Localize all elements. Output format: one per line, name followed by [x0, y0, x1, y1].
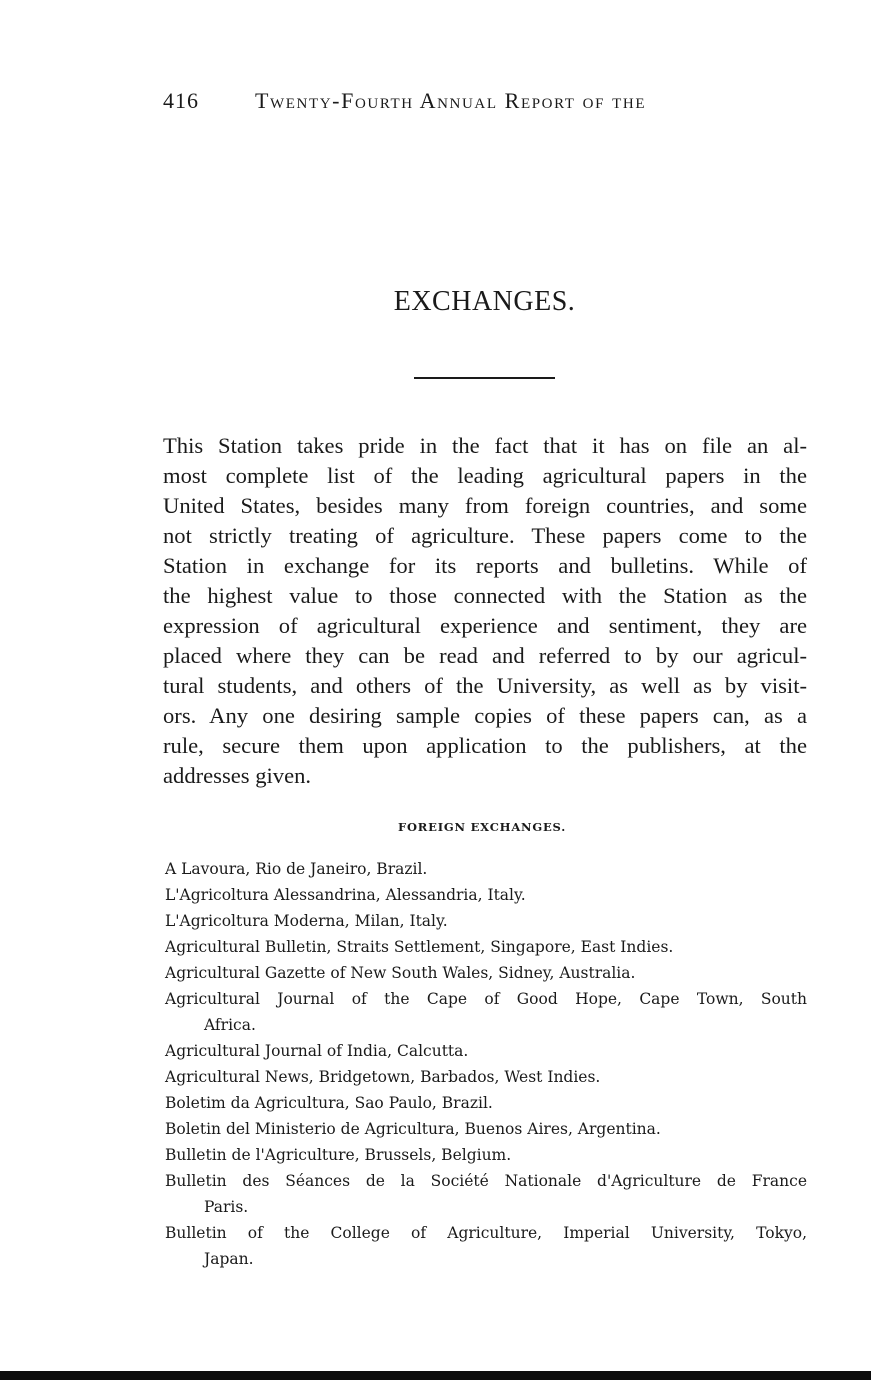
- intro-line: Station in exchange for its reports and bulletins. While of: [163, 553, 807, 578]
- title-rule: [414, 377, 555, 379]
- entry-text: Bulletin de l'Agriculture, Brussels, Belgium.: [165, 1146, 512, 1164]
- list-item: [165, 856, 807, 882]
- entry-text: L'Agricoltura Alessandrina, Alessandria, Italy.: [165, 886, 526, 904]
- entry-text: Boletim da Agricultura, Sao Paulo, Brazil.: [165, 1094, 493, 1112]
- entry-continuation: Africa.: [204, 1016, 256, 1034]
- intro-line: addresses given.: [163, 763, 312, 788]
- intro-line: ors. Any one desiring sample copies of these papers can, as a: [163, 703, 807, 728]
- intro-line: most complete list of the leading agricultural papers in the: [163, 463, 807, 488]
- list-item: [165, 1142, 807, 1168]
- entry-text: A Lavoura, Rio de Janeiro, Brazil.: [165, 860, 428, 878]
- page-number: 416: [163, 88, 199, 113]
- list-item: [165, 1090, 807, 1116]
- entry-continuation: Japan.: [204, 1250, 254, 1268]
- scan-bottom-edge: [0, 1371, 871, 1380]
- intro-line: expression of agricultural experience and sentiment, they are: [163, 613, 807, 638]
- intro-line: the highest value to those connected with the Station as the: [163, 583, 807, 608]
- section-title: EXCHANGES.: [393, 286, 576, 317]
- entry-text: Bulletin of the College of Agriculture, Imperial University, Tokyo,: [165, 1224, 807, 1242]
- list-item: [165, 1168, 807, 1220]
- foreign-exchanges-heading: FOREIGN EXCHANGES.: [398, 820, 567, 834]
- entry-text: Agricultural News, Bridgetown, Barbados, West Indies.: [165, 1068, 601, 1086]
- entry-continuation: Paris.: [204, 1198, 249, 1216]
- intro-line: tural students, and others of the University, as well as by visit-: [163, 673, 807, 698]
- intro-paragraph: [163, 431, 807, 791]
- list-item: [165, 1116, 807, 1142]
- list-item: [165, 908, 807, 934]
- list-item: [165, 1038, 807, 1064]
- intro-line: not strictly treating of agriculture. These papers come to the: [163, 523, 807, 548]
- entry-text: L'Agricoltura Moderna, Milan, Italy.: [165, 912, 448, 930]
- intro-line: This Station takes pride in the fact that it has on file an al-: [163, 433, 807, 458]
- list-item: [165, 986, 807, 1038]
- list-item: [165, 1064, 807, 1090]
- intro-line: rule, secure them upon application to the publishers, at the: [163, 733, 807, 758]
- entry-text: Agricultural Bulletin, Straits Settlement, Singapore, East Indies.: [165, 938, 674, 956]
- intro-line: United States, besides many from foreign countries, and some: [163, 493, 807, 518]
- entry-text: Boletin del Ministerio de Agricultura, Buenos Aires, Argentina.: [165, 1120, 661, 1138]
- foreign-exchanges-list: [165, 856, 807, 1272]
- list-item: [165, 882, 807, 908]
- entry-text: Agricultural Journal of India, Calcutta.: [165, 1042, 469, 1060]
- list-item: [165, 1220, 807, 1272]
- entry-text: Agricultural Journal of the Cape of Good Hope, Cape Town, South: [165, 990, 807, 1008]
- running-title: Twenty-Fourth Annual Report of the: [255, 88, 647, 113]
- intro-line: placed where they can be read and referred to by our agricul-: [163, 643, 807, 668]
- entry-text: Bulletin des Séances de la Société Nationale d'Agriculture de France: [165, 1172, 807, 1190]
- list-item: [165, 960, 807, 986]
- entry-text: Agricultural Gazette of New South Wales, Sidney, Australia.: [165, 964, 636, 982]
- list-item: [165, 934, 807, 960]
